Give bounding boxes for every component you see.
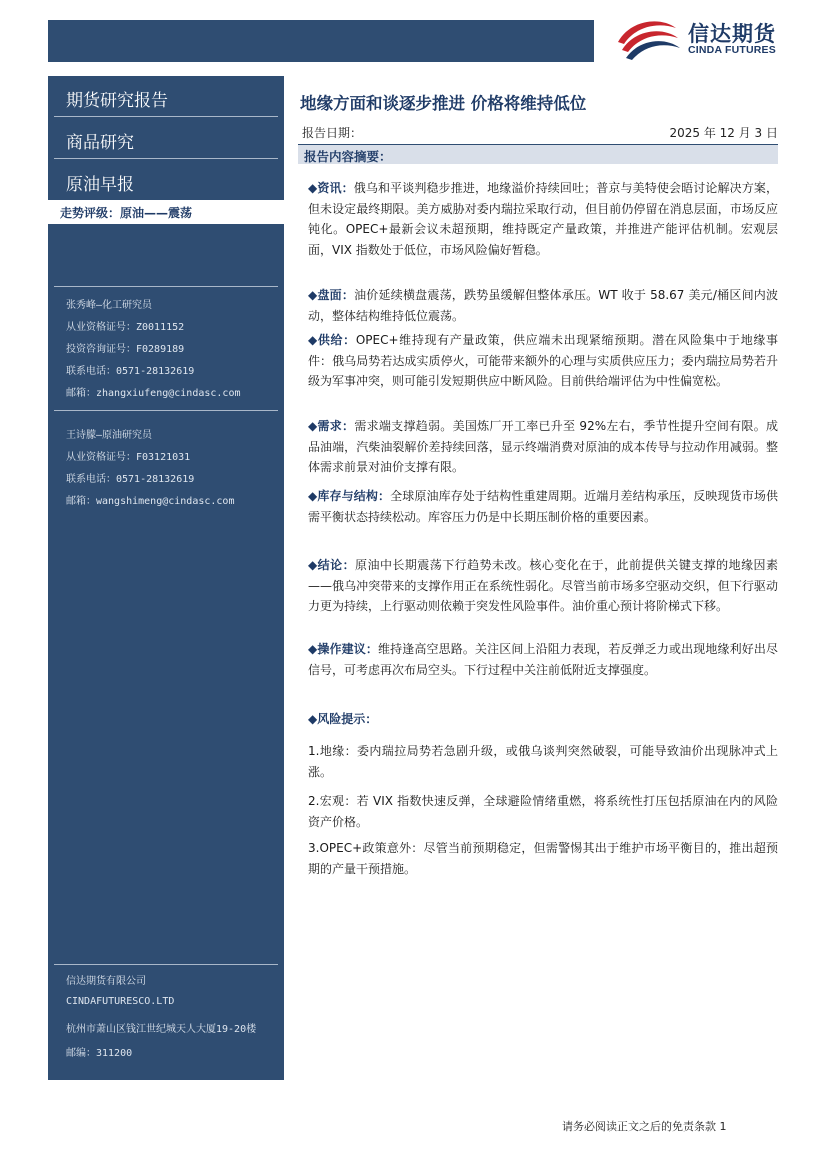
analyst-2-qualification: 从业资格证号：F03121031 — [66, 452, 191, 463]
paragraph-risk-macro — [308, 791, 778, 832]
sidebar-title-category: 商品研究 — [66, 133, 134, 153]
sidebar-divider — [54, 410, 278, 411]
paragraph-lead: ◆需求： — [308, 419, 355, 433]
header-banner — [48, 20, 594, 62]
paragraph-text: 俄乌和平谈判稳步推进，地缘溢价持续回吐；普京与美特使会晤讨论解决方案，但未设定最终期限。美方威胁对委内瑞拉采取行动，但目前仍停留在消息层面，市场反应钝化。OPEC+最新会议未超预期，维持既定产量政策，并推进产能评估机制。宏观层面，VIX 指数处于低位，市场风险偏好暂稳。 — [308, 181, 778, 257]
analyst-1-qualification: 从业资格证号：Z0011152 — [66, 322, 185, 333]
paragraph-text: 油价延续横盘震荡，跌势虽缓解但整体承压。WT 收于 58.67 美元/桶区间内波动，整体结构维持低位震荡。 — [308, 288, 778, 323]
rating-bar — [48, 200, 284, 224]
paragraph-strategy — [308, 639, 778, 680]
logo-name-en: CINDA FUTURES — [688, 44, 776, 56]
paragraph-supply — [308, 330, 778, 392]
paragraph-lead: ◆盘面： — [308, 288, 355, 302]
paragraph-text: 需求端支撑趋弱。美国炼厂开工率已升至 92%左右，季节性提升空间有限。成品油端，汽柴油裂解价差持续回落，显示终端消费对原油的成本传导与拉动作用减弱。整体需求前景对油价支撑有限。 — [308, 419, 778, 474]
sidebar-title-product: 原油早报 — [66, 175, 134, 195]
sidebar-title-report-type: 期货研究报告 — [66, 91, 168, 111]
company-name-cn: 信达期货有限公司 — [66, 976, 146, 987]
sidebar — [48, 76, 284, 1080]
analyst-2-email: 邮箱：wangshimeng@cindasc.com — [66, 496, 235, 507]
report-title: 地缘方面和谈逐步推进 价格将维持低位 — [300, 94, 587, 113]
paragraph-lead: ◆操作建议： — [308, 642, 378, 656]
paragraph-text: 维持逢高空思路。关注区间上沿阻力表现，若反弹乏力或出现地缘利好出尽信号，可考虑再次布局空头。下行过程中关注前低附近支撑强度。 — [308, 642, 778, 677]
paragraph-risk-opec — [308, 838, 778, 879]
report-date-label: 报告日期： — [302, 126, 363, 140]
summary-heading-bar — [298, 144, 778, 164]
report-date-value: 2025 年 12 月 3 日 — [669, 126, 778, 140]
summary-heading: 报告内容摘要： — [304, 149, 392, 164]
paragraph-lead: ◆风险提示： — [308, 712, 378, 726]
sidebar-divider — [54, 964, 278, 965]
company-postcode: 邮编：311200 — [66, 1048, 133, 1059]
analyst-2-name: 王诗朦—原油研究员 — [66, 430, 153, 441]
analyst-1-consulting-cert: 投资咨询证号：F0289189 — [66, 344, 185, 355]
paragraph-lead: ◆资讯： — [308, 181, 354, 195]
paragraph-text: 原油中长期震荡下行趋势未改。核心变化在于，此前提供关键支撑的地缘因素——俄乌冲突带来的支撑作用正在系统性弱化。尽管当前市场多空驱动交织，但下行驱动力更为持续，上行驱动则依赖于突发性风险事件。油价重心预计将阶梯式下移。 — [308, 558, 778, 613]
company-name-en: CINDAFUTURESCO.LTD — [66, 996, 175, 1007]
sidebar-divider — [54, 286, 278, 287]
analyst-2-phone: 联系电话：0571-28132619 — [66, 474, 195, 485]
sidebar-divider — [54, 116, 278, 117]
paragraph-market — [308, 285, 778, 326]
paragraph-text: 1.地缘：委内瑞拉局势若急剧升级，或俄乌谈判突然破裂，可能导致油价出现脉冲式上涨。 — [308, 744, 778, 779]
footer — [562, 1118, 727, 1134]
paragraph-text: 3.OPEC+政策意外：尽管当前预期稳定，但需警惕其出于维护市场平衡目的，推出超预期的产量干预措施。 — [308, 841, 778, 876]
paragraph-lead: ◆供给： — [308, 333, 356, 347]
paragraph-text: OPEC+维持现有产量政策，供应端未出现紧缩预期。潜在风险集中于地缘事件：俄乌局势若达成实质停火，可能带来额外的心理与实质供应压力；委内瑞拉局势若升级为军事冲突，则可能引发短期供应中断风险。目前供给端评估为中性偏宽松。 — [308, 333, 778, 388]
analyst-1-name: 张秀峰—化工研究员 — [66, 300, 153, 311]
paragraph-lead: ◆库存与结构： — [308, 489, 391, 503]
paragraph-text: 全球原油库存处于结构性重建周期。近端月差结构承压，反映现货市场供需平衡状态持续松动。库容压力仍是中长期压制价格的重要因素。 — [308, 489, 778, 524]
paragraph-risk-geopolitics — [308, 741, 778, 782]
paragraph-conclusion — [308, 555, 778, 617]
sidebar-divider — [54, 158, 278, 159]
logo-mark-icon — [612, 16, 682, 62]
analyst-1-email: 邮箱：zhangxiufeng@cindasc.com — [66, 388, 241, 399]
page-number: 1 — [719, 1120, 727, 1133]
paragraph-inventory — [308, 486, 778, 527]
trend-rating: 走势评级：原油——震荡 — [60, 206, 193, 220]
company-address: 杭州市萧山区钱江世纪城天人大厦19-20楼 — [66, 1024, 257, 1035]
paragraph-text: 2.宏观：若 VIX 指数快速反弹，全球避险情绪重燃，将系统性打压包括原油在内的风险资产价格。 — [308, 794, 778, 829]
paragraph-risk-heading — [308, 709, 778, 730]
paragraph-lead: ◆结论： — [308, 558, 356, 572]
paragraph-news — [308, 178, 778, 260]
logo-name-cn: 信达期货 — [688, 22, 776, 46]
analyst-1-phone: 联系电话：0571-28132619 — [66, 366, 195, 377]
paragraph-demand — [308, 416, 778, 478]
disclaimer-notice: 请务必阅读正文之后的免责条款 — [562, 1120, 716, 1133]
cinda-futures-logo — [612, 16, 802, 62]
